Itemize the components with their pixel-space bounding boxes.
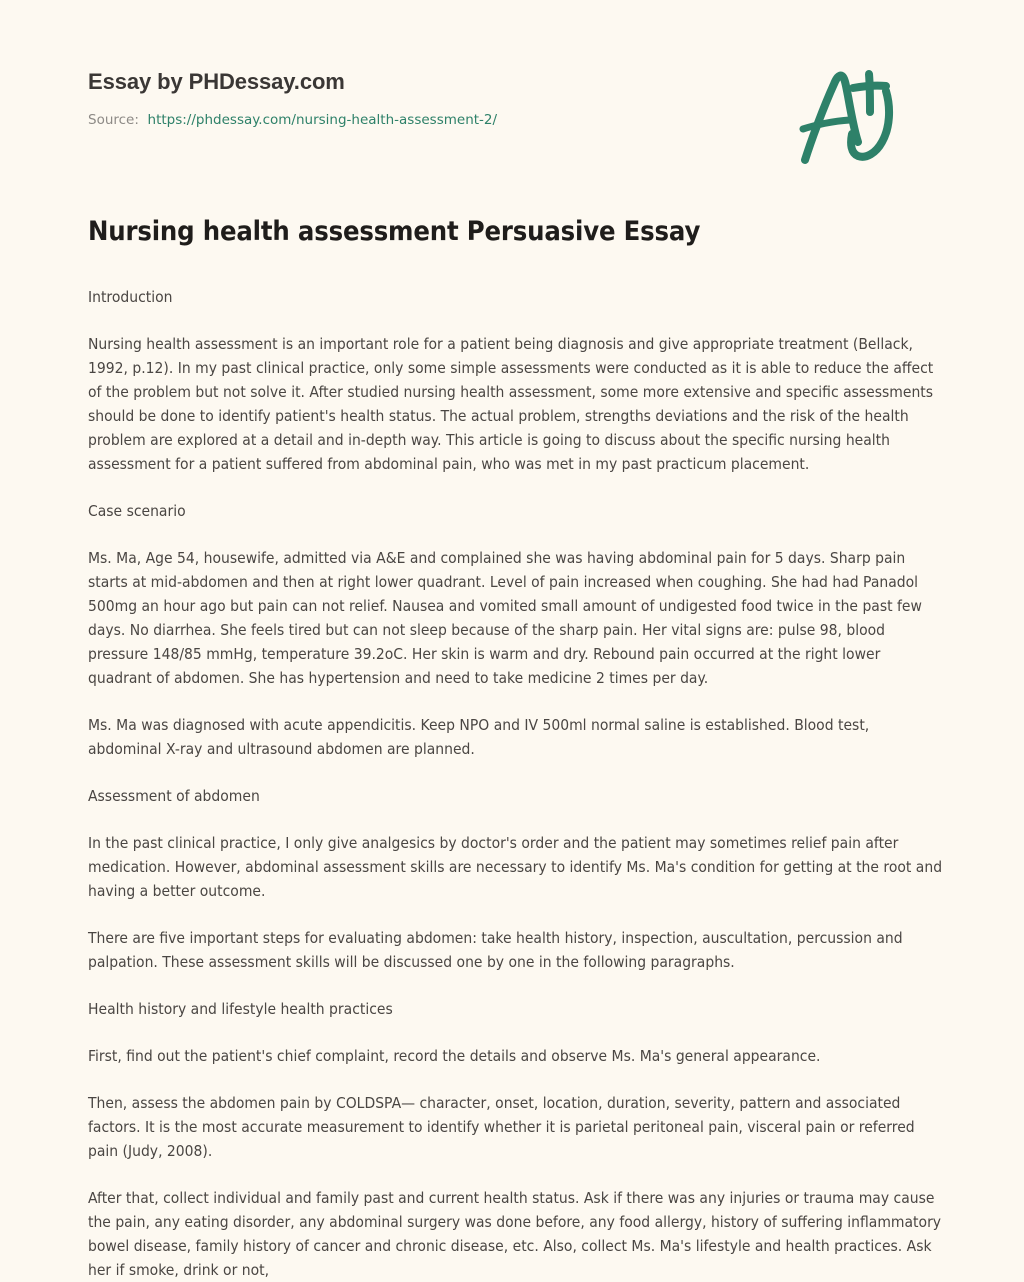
section-heading: Introduction <box>88 288 173 306</box>
header-branding <box>88 68 497 130</box>
body-paragraph: Ms. Ma was diagnosed with acute appendicitis. Keep NPO and IV 500ml normal saline is established. Blood test, abdominal X-ray and ultrasound abdomen are planned. <box>88 716 870 758</box>
body-paragraph: First, find out the patient's chief complaint, record the details and observe Ms. Ma's general appearance. <box>88 1047 821 1065</box>
article-body <box>88 285 946 1282</box>
brand-title: Essay by PHDessay.com <box>88 69 345 94</box>
body-paragraph: Ms. Ma, Age 54, housewife, admitted via A&E and complained she was having abdominal pain for 5 days. Sharp pain starts at mid-abdomen and then at right lower quadrant. Level of pain increased when coughing. She had had Panadol 500mg an hour ago but pain can not relief. Nausea and vomited small amount of undigested food twice in the past few days. No diarrhea. She feels tired but can not sleep because of the sharp pain. Her vital signs are: pulse 98, blood pressure 148/85 mmHg, temperature 39.2oC. Her skin is warm and dry. Rebound pain occurred at the right lower quadrant of abdomen. She has hypertension and need to take medicine 2 times per day. <box>88 549 922 687</box>
body-paragraph: After that, collect individual and family past and current health status. Ask if there was any injuries or trauma may cause the pain, any eating disorder, any abdominal surgery was done before, any food allergy, history of suffering inflammatory bowel disease, family history of cancer and chronic disease, etc. Also, collect Ms. Ma's lifestyle and health practices. Ask her if smoke, drink or not, <box>88 1189 942 1279</box>
source-url-link[interactable]: https://phdessay.com/nursing-health-assessment-2/ <box>147 112 498 128</box>
section-heading: Health history and lifestyle health practices <box>88 1000 393 1018</box>
body-paragraph: In the past clinical practice, I only give analgesics by doctor's order and the patient may sometimes relief pain after medication. However, abdominal assessment skills are necessary to identify Ms. Ma's condition for getting at the root and having a better outcome. <box>88 834 943 900</box>
page-title: Nursing health assessment Persuasive Essay <box>88 216 701 247</box>
a-plus-logo-icon <box>790 64 902 168</box>
body-paragraph: Nursing health assessment is an important role for a patient being diagnosis and give appropriate treatment (Bellack, 1992, p.12). In my past clinical practice, only some simple assessments were conducted as it is able to reduce the affect of the problem but not solve it. After studied nursing health assessment, some more extensive and specific assessments should be done to identify patient's health status. The actual problem, strengths deviations and the risk of the health problem are explored at a detail and in-depth way. This article is going to discuss about the specific nursing health assessment for a patient suffered from abdominal pain, who was met in my past practicum placement. <box>88 335 934 473</box>
article-container <box>0 215 1024 1282</box>
section-heading: Case scenario <box>88 502 186 520</box>
section-heading: Assessment of abdomen <box>88 787 260 805</box>
source-label: Source: <box>88 112 139 128</box>
page-header <box>0 0 1024 168</box>
body-paragraph: Then, assess the abdomen pain by COLDSPA— character, onset, location, duration, severity, pattern and associated factors. It is the most accurate measurement to identify whether it is parietal peritoneal pain, visceral pain or referred pain (Judy, 2008). <box>88 1094 915 1160</box>
body-paragraph: There are five important steps for evaluating abdomen: take health history, inspection, auscultation, percussion and palpation. These assessment skills will be discussed one by one in the following paragraphs. <box>88 929 903 971</box>
source-line <box>88 110 497 130</box>
